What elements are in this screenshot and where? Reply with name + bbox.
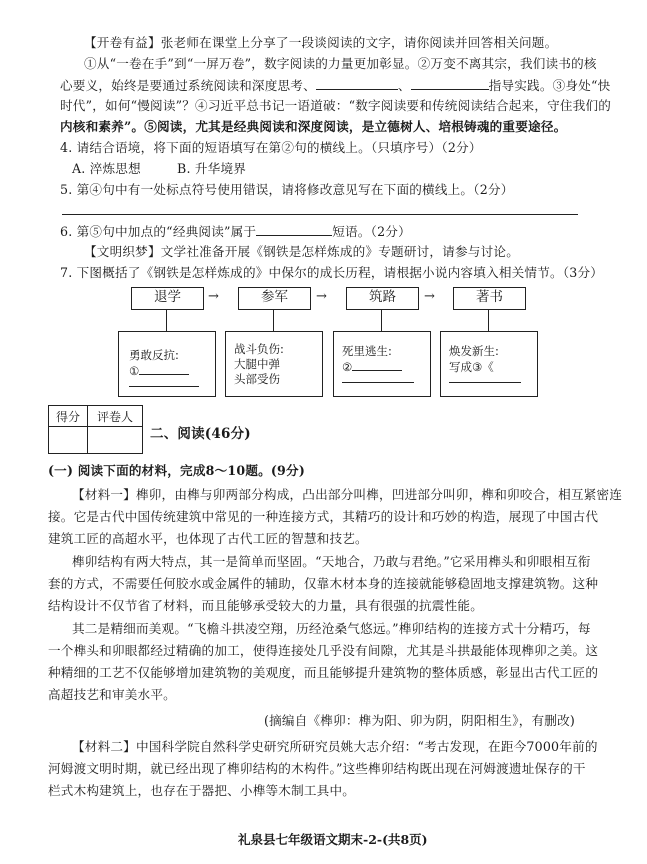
connector-line xyxy=(488,310,489,332)
question-6 xyxy=(60,222,411,241)
detail-3-label: 死里逃生: xyxy=(342,344,392,358)
flow-box-tuixue: 退学 xyxy=(131,287,204,310)
detail-box-1 xyxy=(118,331,216,397)
grader-header: 评卷人 xyxy=(88,406,143,427)
material-1-line: 【材料一】榫卯，由榫与卯两部分构成，凸出部分叫榫，凹进部分叫卯，榫和卯咬合，相互紧密连 xyxy=(72,487,623,502)
material-2-line: 河姆渡文明时期，就已经出现了榫卯结构的木构件。”这些榫卯结构既出现在河姆渡遗址保存的干 xyxy=(48,761,586,776)
answer-blank[interactable] xyxy=(352,360,402,371)
detail-box-3 xyxy=(333,331,431,397)
flow-box-zhulu: 筑路 xyxy=(346,287,419,310)
answer-blank[interactable] xyxy=(342,382,414,383)
detail-4-answer[interactable] xyxy=(449,360,494,374)
answer-blank[interactable] xyxy=(139,364,189,375)
detail-box-4 xyxy=(440,331,538,397)
detail-4-label: 焕发新生: xyxy=(449,344,499,358)
flow-box-zhushu: 著书 xyxy=(453,287,526,310)
grader-cell[interactable] xyxy=(88,427,143,454)
section-2-title: 二、阅读(46分) xyxy=(150,426,251,442)
arrow-right-icon: → xyxy=(316,289,327,304)
q6-text-a: 6. 第⑤句中加点的“经典阅读”属于 xyxy=(60,224,257,239)
section-wenming: 【文明织梦】文学社准备开展《钢铁是怎样炼成的》专题研讨，请参与讨论。 xyxy=(84,244,519,259)
material-1-line: 其二是精细而美观。“飞檐斗拱凌空翔，历经沧桑气悠远。”榫卯结构的连接方式十分精巧，每 xyxy=(72,621,591,636)
answer-blank[interactable] xyxy=(129,386,199,387)
detail-2-label: 战斗负伤: xyxy=(234,342,284,356)
marker-1: ① xyxy=(129,364,140,378)
material-1-source: (摘编自《榫卯：榫为阳、卯为阴，阴阳相生》，有删改) xyxy=(264,713,575,728)
question-4: 4. 请结合语境，将下面的短语填写在第②句的横线上。（只填序号）（2分） xyxy=(60,140,482,155)
intro-line-4: 时代”，如何“慢阅读”？④习近平总书记一语道破：“数字阅读要和传统阅读结合起来，守住我们的 xyxy=(60,98,612,113)
material-1-line: 接。它是古代中国传统建筑中常见的一种连接方式，其精巧的设计和巧妙的构造，展现了中国古代 xyxy=(48,509,599,524)
intro-line-3b: 、 xyxy=(397,78,411,93)
question-5: 5. 第④句中有一处标点符号使用错误，请将修改意见写在下面的横线上。（2分） xyxy=(60,182,514,197)
intro-line-2: ①从“一卷在手”到“一屏万卷”，数字阅读的力量更加彰显。②万变不离其宗，我们读书的核 xyxy=(84,56,597,71)
connector-line xyxy=(381,310,382,332)
material-2-line: 【材料二】中国科学院自然科学史研究所研究员姚大志介绍：“考古发现，在距今7000年前的 xyxy=(72,739,598,754)
q4-option-a: A. 淬炼思想 xyxy=(72,161,141,176)
marker-3: 写成③《 xyxy=(449,360,494,374)
part-1-title: (一) 阅读下面的材料，完成8～10题。(9分) xyxy=(48,463,305,478)
material-1-line: 一个榫头和卯眼都经过精确的加工，使得连接处几乎没有间隙，尤其是斗拱最能体现榫卯之美。这 xyxy=(48,643,599,658)
score-cell[interactable] xyxy=(49,427,88,454)
material-1-line: 结构设计不仅节省了材料，而且能够承受较大的力量，具有很强的抗震性能。 xyxy=(48,598,483,613)
answer-blank[interactable] xyxy=(449,382,521,383)
detail-3-answer[interactable] xyxy=(342,360,402,374)
intro-line-1: 【开卷有益】张老师在课堂上分享了一段谈阅读的文字，请你阅读并回答相关问题。 xyxy=(84,35,558,50)
score-header: 得分 xyxy=(49,406,88,427)
material-1-line: 榫卯结构有两大特点，其一是简单而坚固。“天地合，乃敢与君绝。”它采用榫头和卯眼相互衔 xyxy=(72,554,591,569)
detail-2-line2: 大腿中弹 xyxy=(234,357,280,371)
material-1-line: 高超技艺和审美水平。 xyxy=(48,687,176,702)
page-footer: 礼泉县七年级语文期末-2-(共8页) xyxy=(238,832,428,847)
intro-line-3a: 心要义，始终是要通过系统阅读和深度思考、 xyxy=(60,78,316,93)
connector-line xyxy=(166,310,167,332)
q6-text-b: 短语。（2分） xyxy=(332,224,411,239)
question-7: 7. 下图概括了《钢铁是怎样炼成的》中保尔的成长历程，请根据小说内容填入相关情节。（3分） xyxy=(60,265,604,280)
detail-1-label: 勇敢反抗: xyxy=(129,348,179,362)
flow-box-canjun: 参军 xyxy=(238,287,311,310)
intro-line-5: 内核和素养”。⑤阅读，尤其是经典阅读和深度阅读，是立德树人、培根铸魂的重要途径。 xyxy=(60,119,567,134)
material-1-line: 套的方式，不需要任何胶水或金属件的辅助，仅靠木材本身的连接就能够稳固地支撑建筑物。这种 xyxy=(48,576,599,591)
intro-line-3 xyxy=(60,76,610,95)
detail-box-2 xyxy=(225,331,323,397)
material-2-line: 栏式木构建筑上，也存在于器把、小榫等木制工具中。 xyxy=(48,783,356,798)
q5-answer-line[interactable] xyxy=(62,214,578,215)
material-1-line: 建筑工匠的高超水平，也体现了古代工匠的智慧和技艺。 xyxy=(48,531,368,546)
detail-1-answer[interactable] xyxy=(129,364,189,378)
detail-2-line3: 头部受伤 xyxy=(234,372,280,386)
score-table xyxy=(48,405,143,454)
q4-option-b: B. 升华境界 xyxy=(177,161,247,176)
intro-line-3c: 指导实践。③身处“快 xyxy=(488,78,611,93)
connector-line xyxy=(273,310,274,332)
arrow-right-icon: → xyxy=(424,289,435,304)
arrow-right-icon: → xyxy=(208,289,219,304)
material-1-line: 种精细的工艺不仅能够增加建筑物的美观度，而且能够提升建筑物的整体质感，彰显出古代工匠的 xyxy=(48,665,599,680)
marker-2: ② xyxy=(342,360,353,374)
answer-blank[interactable] xyxy=(411,76,489,90)
answer-blank[interactable] xyxy=(256,222,332,236)
answer-blank[interactable] xyxy=(316,76,398,90)
